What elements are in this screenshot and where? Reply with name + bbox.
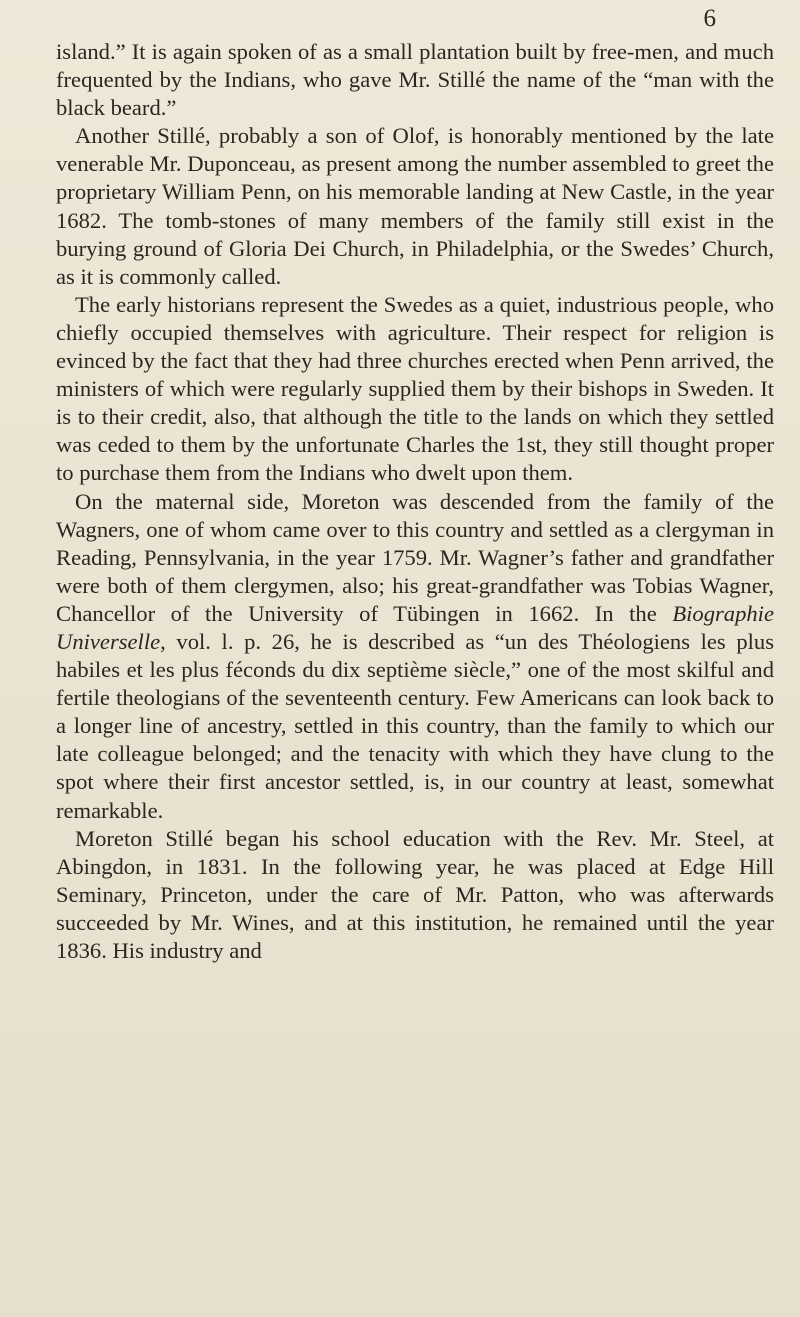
paragraph-text: island.” It is again spoken of as a small plantation built by free-men, and much frequented by the Indians, who gave Mr. Stillé the name of the “man with the black beard.” bbox=[56, 39, 774, 121]
paragraph-text: , vol. l. p. 26, he is described as “un des Théologiens les plus habiles et les plus féconds du dix septième siècle,” one of the most skilful and fertile theologians of the seventeenth century. Few Americans can look back to a longer line of ancestry, settled in this country, than the family to which our late colleague belonged; and the tenacity with which they have clung to the spot where their first ancestor settled, is, in our country at least, somewhat remarkable. bbox=[56, 628, 774, 823]
body-text bbox=[56, 38, 774, 965]
paragraph-text: Another Stillé, probably a son of Olof, is honorably mentioned by the late venerable Mr. Duponceau, as present among the number assembled to greet the proprietary William Penn, on his memorable landing at New Castle, in the year 1682. The tomb-stones of many members of the family still exist in the burying ground of Gloria Dei Church, in Philadelphia, or the Swedes’ Church, as it is commonly called. bbox=[56, 123, 774, 289]
page-number: 6 bbox=[703, 5, 716, 32]
paragraph-4 bbox=[56, 488, 774, 825]
paragraph-2 bbox=[56, 122, 774, 291]
paragraph-text: On the maternal side, Moreton was descended from the family of the Wagners, one of whom came over to this country and settled as a clergyman in Reading, Pennsylvania, in the year 1759. Mr. Wagner’s father and grandfather were both of them clergymen, also; his great-grandfather was Tobias Wagner, Chancellor of the University of Tübingen in 1662. In the bbox=[56, 488, 774, 626]
paragraph-5 bbox=[56, 825, 774, 965]
paragraph-1 bbox=[56, 38, 774, 122]
paragraph-text: The early historians represent the Swedes as a quiet, industrious people, who chiefly occupied themselves with agriculture. Their respect for religion is evinced by the fact that they had three churches erected when Penn arrived, the ministers of which were regularly supplied them by their bishops in Sweden. It is to their credit, also, that although the title to the lands on which they settled was ceded to them by the unfortunate Charles the 1st, they still thought proper to purchase them from the Indians who dwelt upon them. bbox=[56, 291, 774, 486]
paragraph-text: Moreton Stillé began his school education with the Rev. Mr. Steel, at Abingdon, in 1831. In the following year, he was placed at Edge Hill Seminary, Princeton, under the care of Mr. Patton, who was afterwards succeeded by Mr. Wines, and at this institution, he remained until the year 1836. His industry and bbox=[56, 825, 774, 963]
book-title: Biographie Universelle bbox=[56, 600, 774, 654]
paragraph-3 bbox=[56, 291, 774, 488]
